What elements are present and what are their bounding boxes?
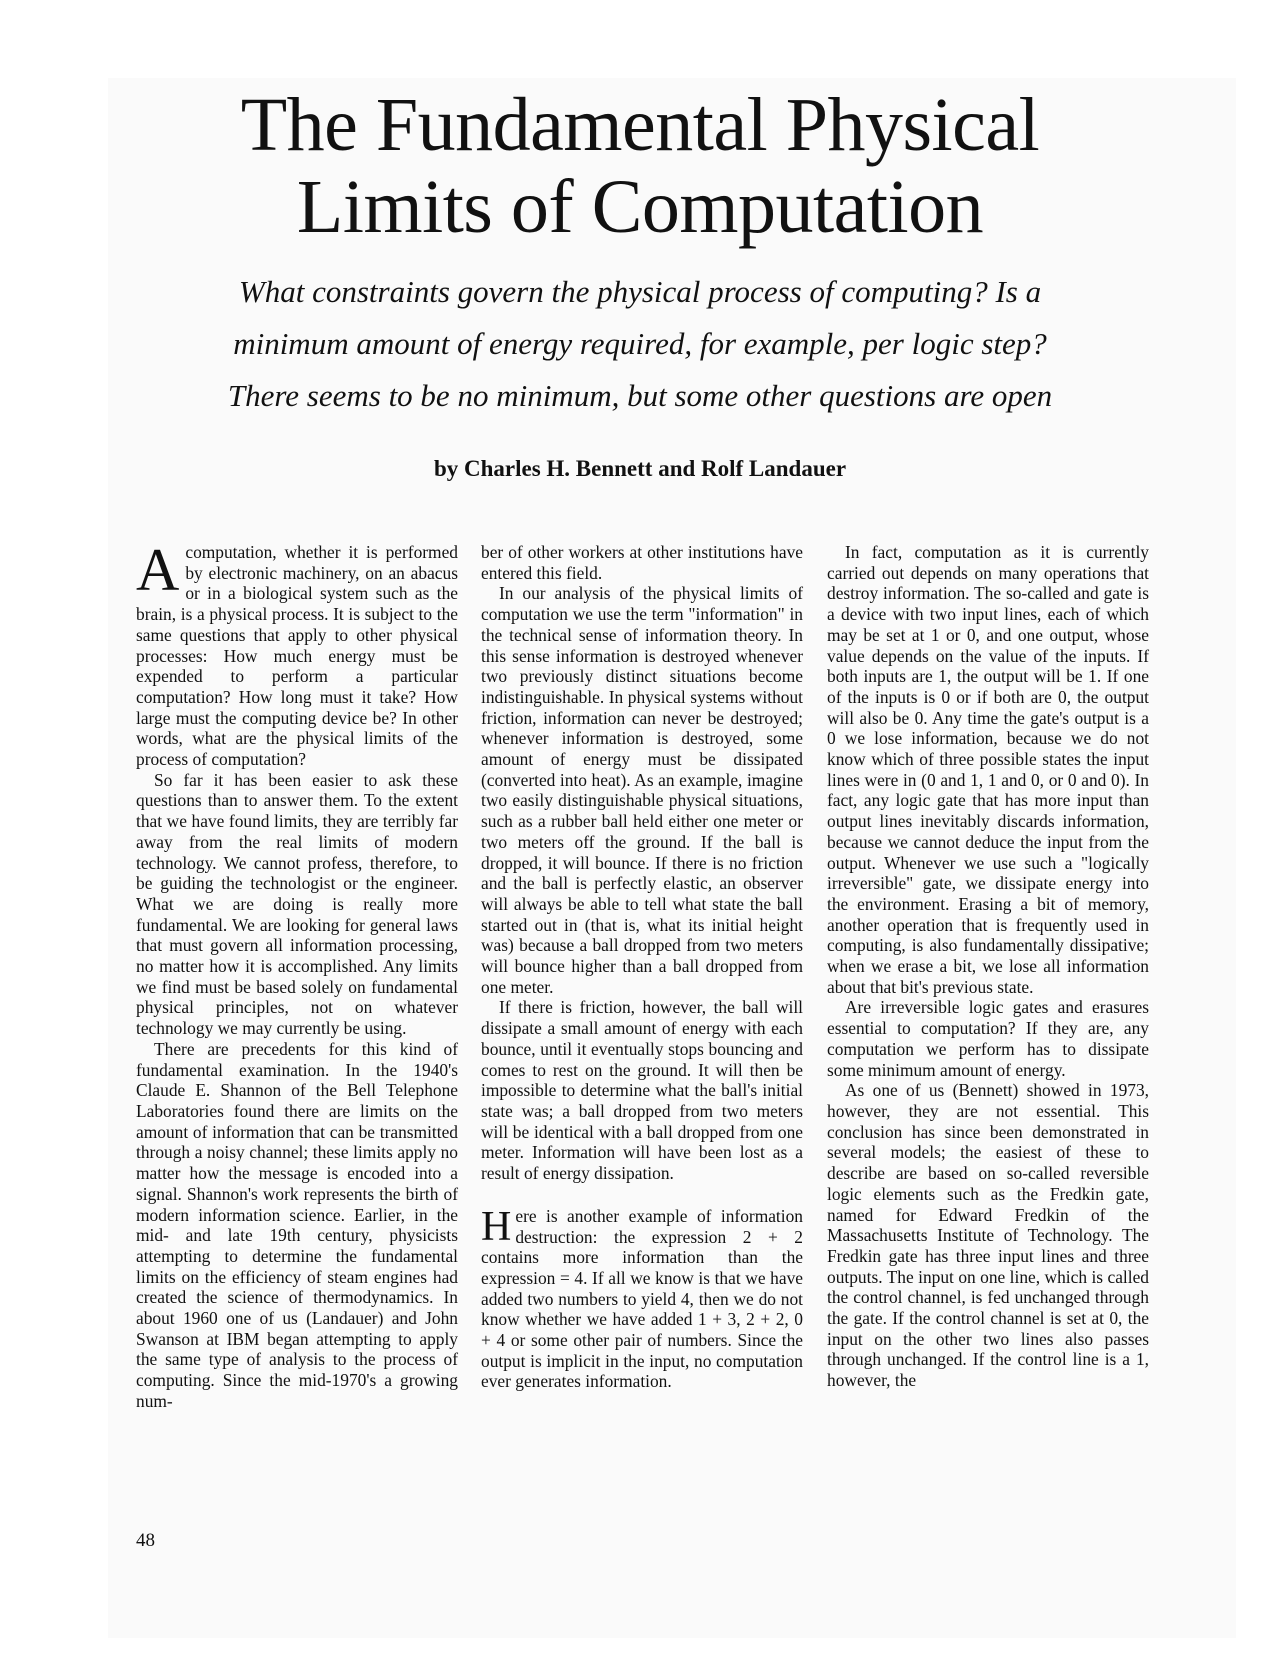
deck-line-1: What constraints govern the physical process of computing? Is a	[238, 274, 1042, 309]
paragraph: In fact, computation as it is currently carried out depends on many operations that destroy information. The so-called and gate is a device with two input lines, each of which may be set at 1 or 0, and one output, whose value depends on the value of the inputs. If both inputs are 1, the output will be 1. If one of the inputs is 0 or if both are 0, the output will also be 0. Any time the gate's output is a 0 we lose information, because we do not know which of three possible states the input lines were in (0 and 1, 1 and 0, or 0 and 0). In fact, any logic gate that has more input than output lines inevitably discards information, because we cannot deduce the input from the output. Whenever we use such a "logically irreversible" gate, we dissipate energy into the environment. Erasing a bit of memory, another operation that is frequently used in computing, is also fundamentally dissipative; when we erase a bit, we lose all information about that bit's previous state.	[827, 542, 1149, 997]
paragraph: In our analysis of the physical limits of computation we use the term "information" in the technical sense of information theory. In this sense information is destroyed whenever two previously distinct situations become indistinguishable. In physical systems without friction, information can never be destroyed; whenever information is destroyed, some amount of energy must be dissipated (converted into heat). As an example, imagine two easily distinguishable physical situations, such as a rubber ball held either one meter or two meters off the ground. If the ball is dropped, it will bounce. If there is no friction and the ball is perfectly elastic, an observer will always be able to tell what state the ball started out in (that is, what its initial height was) because a ball dropped from two meters will bounce higher than a ball dropped from one meter.	[481, 583, 803, 997]
article-title	[0, 84, 1280, 248]
deck-line-2: minimum amount of energy required, for example, per logic step?	[233, 326, 1047, 361]
deck-line-3: There seems to be no minimum, but some other questions are open	[227, 378, 1053, 413]
paragraph: If there is friction, however, the ball will dissipate a small amount of energy with each bounce, until it eventually stops bouncing and comes to rest on the ground. It will then be impossible to determine what the ball's initial state was; a ball dropped from two meters will be identical with a ball dropped from one meter. Information will have been lost as a result of energy dissipation.	[481, 997, 803, 1184]
paragraph: There are precedents for this kind of fundamental examination. In the 1940's Claude E. Shannon of the Bell Telephone Laboratories found there are limits on the amount of information that can be transmitted through a noisy channel; these limits apply no matter how the message is encoded into a signal. Shannon's work represents the birth of modern information science. Earlier, in the mid- and late 19th century, physicists attempting to determine the fundamental limits on the efficiency of steam engines had created the science of thermodynamics. In about 1960 one of us (Landauer) and John Swanson at IBM began attempting to apply the same type of analysis to the process of computing. Since the mid-1970's a growing num-	[136, 1038, 458, 1411]
title-line-2: Limits of Computation	[296, 165, 984, 249]
drop-cap: A	[136, 537, 180, 603]
body-column-3	[827, 542, 1149, 1391]
drop-cap: H	[481, 1203, 512, 1250]
title-line-1: The Fundamental Physical	[240, 83, 1040, 167]
paragraph: Are irreversible logic gates and erasures essential to computation? If they are, any computation we perform has to dissipate some minimum amount of energy.	[827, 997, 1149, 1080]
paragraph	[481, 1203, 803, 1392]
paragraph: ber of other workers at other institutions have entered this field.	[481, 542, 803, 583]
byline: by Charles H. Bennett and Rolf Landauer	[433, 456, 847, 481]
paragraph-text: computation, whether it is performed by electronic machinery, on an abacus or in a biological system such as the brain, is a physical process. It is subject to the same questions that apply to other physical processes: How much energy must be expended to perform a particular computation? How long must it take? How large must the computing device be? In other words, what are the physical limits of the process of computation?	[136, 542, 458, 770]
paragraph: As one of us (Bennett) showed in 1973, however, they are not essential. This conclusion has since been demonstrated in several models; the easiest of these to describe are based on so-called reversible logic elements such as the Fredkin gate, named for Edward Fredkin of the Massachusetts Institute of Technology. The Fredkin gate has three input lines and three outputs. The input on one line, which is called the control channel, is fed unchanged through the gate. If the control channel is set at 0, the input on the other two lines also passes through unchanged. If the control line is a 1, however, the	[827, 1080, 1149, 1391]
paragraph-text: ere is another example of information destruction: the expression 2 + 2 contains more information than the expression = 4. If all we know is that we have added two numbers to yield 4, then we do not know whether we have added 1 + 3, 2 + 2, 0 + 4 or some other pair of numbers. Since the output is implicit in the input, no computation ever generates information.	[481, 1205, 803, 1392]
paragraph: So far it has been easier to ask these questions than to answer them. To the extent that we have found limits, they are terribly far away from the real limits of modern technology. We cannot profess, therefore, to be guiding the technologist or the engineer. What we are doing is really more fundamental. We are looking for general laws that must govern all information processing, no matter how it is accomplished. Any limits we find must be based solely on fundamental physical principles, not on whatever technology we may currently be using.	[136, 769, 458, 1039]
body-column-1	[136, 537, 458, 1412]
body-column-2	[481, 542, 803, 1392]
page-number: 48	[136, 1530, 155, 1551]
article-deck	[150, 266, 1130, 422]
paragraph	[136, 537, 458, 770]
